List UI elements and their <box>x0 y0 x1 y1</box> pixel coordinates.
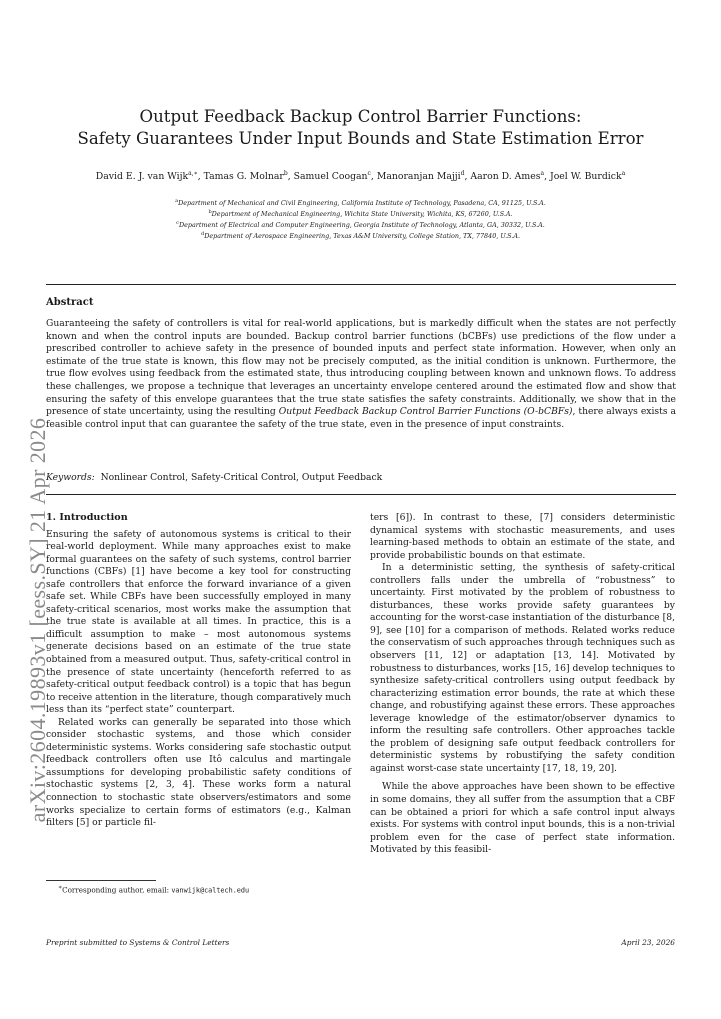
author-name: Manoranjan Majji <box>376 171 461 183</box>
abstract-body: Guaranteeing the safety of controllers is vital for real-world applications, but is markedly difficult when the states are not perfectly known and when the control inputs are bounded. Backup control barrier functions (bCBFs) use predictions of the flow under a prescribed controller to achieve safety in the presence of bounded inputs and perfect state information. However, when only an estimate of the true state is known, this flow may not be precisely computed, as the initial condition is unknown. Furthermore, the true flow evolves using feedback from the estimated state, thus introducing coupling between known and unknown flows. To address these challenges, we propose a technique that leverages an uncertainty envelope centered around the estimated flow and show that ensuring the safety of this envelope guarantees that the true state satisfies the safety constraints. Additionally, we show that in the presence of state uncertainty, using the resulting Output Feedback Backup Control Barrier Functions (O-bCBFs), there always exists a feasible control input that can guarantee the safety of the true state, even in the presence of input constraints. <box>46 318 676 430</box>
affiliation-mark: b <box>208 209 212 216</box>
right-paragraph-3: While the above approaches have been shown to be effective in some domains, they all suffer from the assumption that a CBF can be obtained a priori for which a safe control input always exists. For systems with control input bounds, this is a non-trivial problem even for the case of perfect state information. Motivated by this feasibil- <box>370 781 675 856</box>
author-name: Tamas G. Molnar <box>203 171 284 183</box>
abstract-emphasis: Output Feedback Backup Control Barrier Functions (O-bCBFs) <box>278 406 573 418</box>
author-affiliation-mark: a <box>621 170 626 177</box>
affiliation-list <box>60 197 661 242</box>
footnote-rule <box>46 880 156 881</box>
paper-title-line-2: Safety Guarantees Under Input Bounds and State Estimation Error <box>77 129 644 148</box>
affiliation-mark: c <box>176 220 179 227</box>
footer-journal: Preprint submitted to Systems & Control Letters <box>46 938 230 947</box>
section-heading-introduction: 1. Introduction <box>46 512 128 523</box>
affiliation-mark: a <box>175 198 179 204</box>
footnote-email: vanwijk@caltech.edu <box>171 886 250 895</box>
keywords-line <box>46 472 382 483</box>
left-column <box>46 512 351 830</box>
author-name: Samuel Coogan <box>293 171 368 183</box>
author-affiliation-mark: b <box>283 170 288 177</box>
keywords-label: Keywords: <box>46 472 95 483</box>
bottom-rule <box>46 494 676 495</box>
author-affiliation-mark: c <box>367 170 371 177</box>
keywords-text: Nonlinear Control, Safety-Critical Control, Output Feedback <box>100 472 383 483</box>
author-affiliation-mark: a <box>540 170 545 177</box>
author-affiliation-mark: d <box>460 170 465 177</box>
author-affiliation-mark: a,∗ <box>188 170 198 177</box>
top-rule <box>46 284 676 285</box>
author-name: Joel W. Burdick <box>549 171 622 183</box>
affiliation-line: $^a$Department of Mechanical and Civil Engineering, California Institute of Technology, Pasadena, CA, 91125, U.S.A. <box>175 198 546 208</box>
left-paragraph-1: Ensuring the safety of autonomous systems is critical to their real-world deployment. While many approaches exist to make formal guarantees on the safety of such systems, control barrier functions (CBFs) [1] have become a key tool for constructing safe controllers that enforce the forward invariance of a given safe set. While CBFs have been successfully employed in many safety-critical scenarios, most works make the assumption that the true state is available at all times. In practice, this is a difficult assumption to make – most autonomous systems generate decisions based on an estimate of the true state obtained from a measured output. Thus, safety-critical control in the presence of state uncertainty (henceforth referred to as safety-critical output feedback control) is a topic that has begun to receive attention in the literature, though comparatively much less than its “perfect state” counterpart. <box>46 528 351 716</box>
affiliation-mark: d <box>201 231 205 238</box>
affiliation-line: $^d$Department of Aerospace Engineering, Texas A&M University, College Station, TX, 77840, U.S.A. <box>201 231 520 241</box>
left-paragraph-2: Related works can generally be separated into those which consider stochastic systems, and those which consider deterministic systems. Works considering safe stochastic output feedback controllers often use Itô calculus and martingale assumptions for developing probabilistic safety conditions of stochastic systems [2, 3, 4]. These works form a natural connection to stochastic state observers/estimators and some works specialize to certain forms of estimators (e.g., Kalman filters [5] or particle fil- <box>46 716 351 829</box>
abstract-heading: Abstract <box>46 297 94 308</box>
right-column <box>370 512 675 857</box>
affiliation-line: $^b$Department of Mechanical Engineering, Wichita State University, Wichita, KS, 67260, U.S.A. <box>208 209 513 219</box>
author-name: Aaron D. Ames <box>470 171 541 183</box>
author-name: David E. J. van Wijk <box>95 171 189 183</box>
affiliation-line: $^c$Department of Electrical and Computer Engineering, Georgia Institute of Technology, Atlanta, GA, 30332, U.S.A. <box>176 220 545 230</box>
paper-title-line-1: Output Feedback Backup Control Barrier Functions: <box>139 107 582 126</box>
author-list: David E. J. van Wijk$^{a,∗}$, Tamas G. Molnar$^b$, Samuel Coogan$^c$, Manoranjan Majji$^d$, Aaron D. Ames$^a$, Joel W. Burdick$^a$ <box>95 170 626 183</box>
right-paragraph-2: In a deterministic setting, the synthesis of safety-critical controllers falls under the umbrella of “robustness” to uncertainty. First motivated by the problem of robustness to disturbances, these works provide safety guarantees by accounting for the worst-case instantiation of the disturbance [8, 9], see [10] for a comparison of methods. Related works reduce the conservatism of such approaches through techniques such as observers [11, 12] or adaptation [13, 14]. Motivated by robustness to disturbances, works [15, 16] develop techniques to synthesize safety-critical controllers using output feedback by characterizing estimation error bounds, the rate at which these change, and robustifying against these errors. These approaches leverage knowledge of the estimator/observer dynamics to inform the resulting safe controllers. Other approaches tackle the problem of designing safe output feedback controllers for deterministic systems by robustifying the safety condition against worst-case state uncertainty [17, 18, 19, 20]. <box>370 562 675 774</box>
right-paragraph-1: ters [6]). In contrast to these, [7] considers deterministic dynamical systems with stochastic measurements, and uses learning-based methods to obtain an estimate of the state, and provide probabilistic bounds on that estimate. <box>370 512 675 561</box>
footnote-mark: ∗ <box>58 884 63 891</box>
footnote: ∗Corresponding author, email: vanwijk@caltech.edu <box>58 884 250 895</box>
footer-date: April 23, 2026 <box>621 938 675 947</box>
